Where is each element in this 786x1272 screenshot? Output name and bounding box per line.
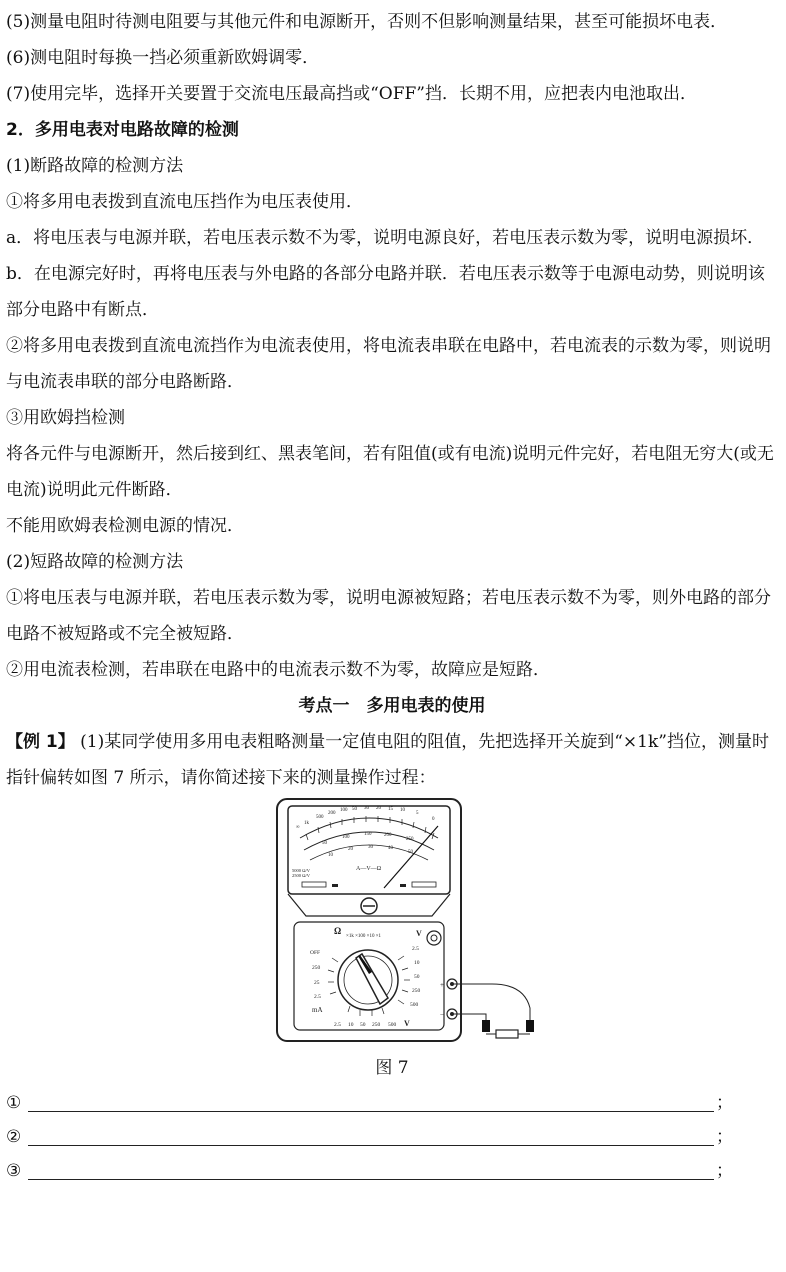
svg-text:5: 5: [416, 811, 419, 816]
sensitivity-top: 5000 Ω/V: [292, 868, 310, 873]
item-1a: a．将电压表与电源并联，若电压表示数不为零，说明电源良好，若电压表示数为零，说明电源损坏．: [6, 228, 765, 248]
answer-number: ②: [6, 1127, 22, 1147]
v-label-bottom: V: [404, 1019, 410, 1028]
svg-text:30: 30: [364, 806, 369, 811]
svg-text:150: 150: [364, 832, 372, 837]
mirror-right: [412, 882, 436, 887]
short-item-2: ②用电流表检测，若串联在电路中的电流表示数不为零，故障应是短路．: [6, 660, 550, 680]
label-25ma: 25: [314, 980, 320, 986]
resistor: [496, 1030, 518, 1038]
label-250v: 250: [412, 988, 421, 994]
sensitivity-bottom: 2500 Ω/V: [292, 873, 310, 878]
mirror-left: [302, 882, 326, 887]
document-page: [6, 4, 778, 1188]
multimeter-figure: [276, 798, 472, 1044]
example-1: [6, 724, 778, 796]
svg-text:15: 15: [388, 807, 393, 812]
example-text: (1)某同学使用多用电表粗略测量一定值电阻的阻值，先把选择开关旋到“×1k”挡位，测量时指针偏转如图 7 所示，请你简述接下来的测量操作过程：: [6, 732, 769, 788]
answer-blank[interactable]: [28, 1159, 714, 1180]
example-tag: 【例 1】: [6, 732, 75, 752]
label-10v: 10: [414, 960, 420, 966]
subsection-2-title: (2)短路故障的检测方法: [6, 552, 184, 572]
mirror-mark: [400, 884, 406, 887]
subsection-1-title: (1)断路故障的检测方法: [6, 156, 184, 176]
label-ac-500: 500: [388, 1022, 397, 1028]
svg-text:20: 20: [348, 847, 353, 852]
svg-text:0: 0: [432, 817, 435, 822]
item-1b: b．在电源完好时，再将电压表与外电路的各部分电路并联．若电压表示数等于电源电动势，则说明该部分电路中有断点．: [6, 264, 765, 320]
label-250ma: 250: [312, 965, 321, 971]
svg-text:500: 500: [316, 815, 324, 820]
answer-number: ①: [6, 1093, 22, 1113]
svg-text:30: 30: [368, 845, 373, 850]
paragraph-6: (6)测电阻时每换一挡必须重新欧姆调零．: [6, 48, 320, 68]
black-probe-tip: [482, 1020, 490, 1032]
svg-text:200: 200: [328, 811, 336, 816]
svg-text:200: 200: [384, 833, 392, 838]
svg-text:50: 50: [408, 850, 413, 855]
answer-line-1[interactable]: [6, 1086, 778, 1120]
scale-label: A—V—Ω: [356, 866, 382, 872]
label-ac-2-5: 2.5: [334, 1022, 341, 1028]
svg-text:∞: ∞: [296, 825, 300, 830]
item-1: ①将多用电表拨到直流电压挡作为电压表使用．: [6, 192, 363, 212]
svg-text:20: 20: [376, 806, 381, 811]
answer-end: ；: [716, 1161, 733, 1181]
item-3: ③用欧姆挡检测: [6, 408, 125, 428]
ohm-symbol: Ω: [334, 926, 342, 936]
short-item-1: ①将电压表与电源并联，若电压表示数为零，说明电源被短路；若电压表示数不为零，则外电路的部分电路不被短路或不完全被短路．: [6, 588, 771, 644]
label-2-5v: 2.5: [412, 946, 419, 952]
answer-line-3[interactable]: [6, 1154, 778, 1188]
black-test-lead: [452, 1014, 486, 1020]
answer-blank[interactable]: [28, 1125, 714, 1146]
svg-text:100: 100: [340, 808, 348, 813]
ma-label: mA: [312, 1006, 323, 1014]
item-2: ②将多用电表拨到直流电流挡作为电流表使用，将电流表串联在电路中，若电流表的示数为零，则说明与电流表串联的部分电路断路．: [6, 336, 771, 392]
svg-text:1k: 1k: [304, 821, 309, 826]
figure-7: [6, 798, 778, 1046]
meter-display: [288, 806, 450, 894]
label-ac-50: 50: [360, 1022, 366, 1028]
item-3-text: 将各元件与电源断开，然后接到红、黑表笔间，若有阻值(或有电流)说明元件完好，若电阻无穷大(或无电流)说明此元件断路．: [6, 444, 774, 500]
svg-text:10: 10: [328, 853, 333, 858]
answer-line-2[interactable]: [6, 1120, 778, 1154]
svg-text:250: 250: [406, 837, 414, 842]
plus-label: +: [440, 981, 444, 989]
answer-number: ③: [6, 1161, 22, 1181]
red-test-lead: [452, 984, 530, 1020]
top-terminal-inner: [431, 935, 437, 941]
mirror-mark: [332, 884, 338, 887]
red-probe-tip: [526, 1020, 534, 1032]
answer-end: ；: [716, 1093, 733, 1113]
item-3-note: 不能用欧姆表检测电源的情况．: [6, 516, 244, 536]
v-label-top: V: [416, 929, 422, 938]
figure-caption: 图 7: [375, 1058, 409, 1078]
label-off: OFF: [310, 950, 321, 956]
test-leads-figure: [452, 968, 542, 1048]
svg-text:10: 10: [400, 808, 405, 813]
label-50v: 50: [414, 974, 420, 980]
label-2-5ma: 2.5: [314, 994, 321, 1000]
answer-end: ；: [716, 1127, 733, 1147]
topic-heading: 考点一 多用电表的使用: [298, 696, 486, 716]
svg-text:50: 50: [352, 807, 357, 812]
label-ac-250: 250: [372, 1022, 381, 1028]
paragraph-7: (7)使用完毕，选择开关要置于交流电压最高挡或“OFF”挡．长期不用，应把表内电池取出．: [6, 84, 697, 104]
label-500v: 500: [410, 1002, 419, 1008]
svg-text:50: 50: [322, 841, 327, 846]
section-2-title: 2．多用电表对电路故障的检测: [6, 120, 239, 140]
ohm-ranges: ×1k ×100 ×10 ×1: [346, 934, 382, 939]
svg-text:40: 40: [388, 846, 393, 851]
label-ac-10: 10: [348, 1022, 354, 1028]
answer-blank[interactable]: [28, 1091, 714, 1112]
svg-text:100: 100: [342, 835, 350, 840]
minus-label: −: [440, 1011, 444, 1019]
paragraph-5: (5)测量电阻时待测电阻要与其他元件和电源断开，否则不但影响测量结果，甚至可能损坏电表．: [6, 12, 728, 32]
